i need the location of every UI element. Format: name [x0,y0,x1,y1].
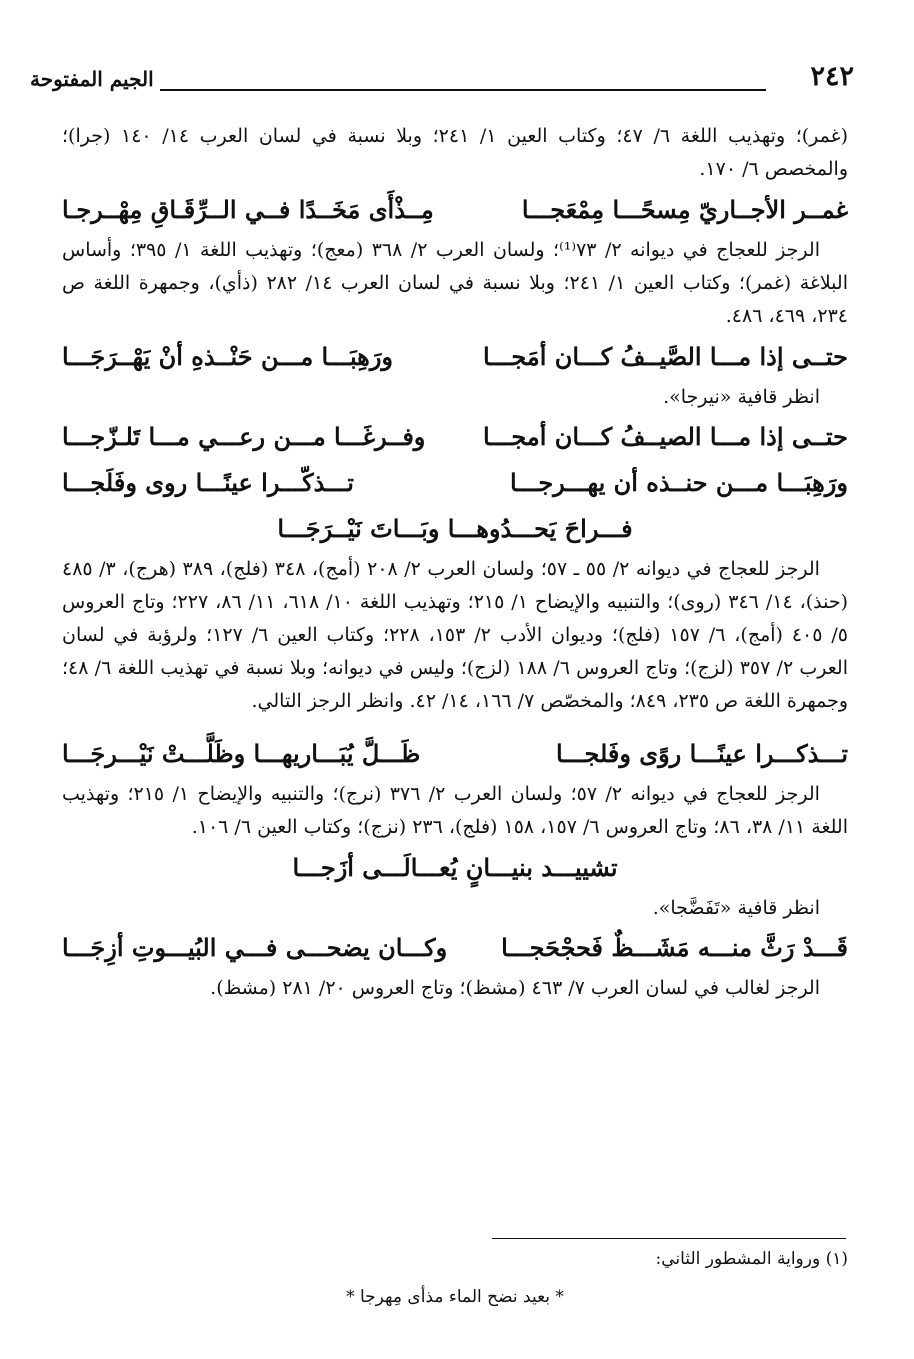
cross-reference: انظر قافية «نيرجا». [663,386,820,408]
verse-line [62,926,848,970]
second-hemistich: تـــذكّـــرا عينًـــا روى وفَلَجـــا [62,468,354,497]
hemistich: فـــراحَ يَحـــدُوهـــا وبَـــاتَ نَيْــرَجَـــا [277,514,633,543]
commentary-paragraph: الرجز للعجاج في ديوانه ٢/ ٧٣⁽¹⁾؛ ولسان العرب ٢/ ٣٦٨ (معج)؛ وتهذيب اللغة ١/ ٣٩٥؛ وأساس البلاغة (غمر)؛ وكتاب العين ١/ ٢٤١؛ وبلا نسبة في لسان العرب ١٤/ ٢٨٢ (ذأي)، وجمهرة اللغة ص ٢٣٤، ٤٦٩، ٤٨٦. [62,239,848,327]
verse-line-single [62,507,848,551]
cross-reference: انظر قافية «تَفَضَّجا». [652,897,820,919]
second-hemistich: ورَهِبَـــا مـــن حَنْــذهِ أنْ يَهْــرَجَـــا [62,342,394,371]
page-number: ٢٤٢ [810,61,854,92]
commentary-paragraph: الرجز لغالب في لسان العرب ٧/ ٤٦٣ (مشظ)؛ وتاج العروس ٢٠/ ٢٨١ (مشظ). [210,977,820,999]
main-text [62,120,848,1005]
commentary-paragraph: الرجز للعجاج في ديوانه ٢/ ٥٥ ـ ٥٧؛ ولسان العرب ٢/ ٢٠٨ (أمج)، ٣٤٨ (فلج)، ٣٨٩ (هرج)، ٣/ ٤٨٥ (حنذ)، ١٤/ ٣٤٦ (روى)؛ والتنبيه والإيضاح ١/ ٢١٥؛ وتهذيب اللغة ١٠/ ٦١٨، ١١/ ٨٦، ٢٢٧؛ وتاج العروس ٥/ ٤٠٥ (أمج)، ٦/ ١٥٧ (فلج)؛ وديوان الأدب ٢/ ١٥٣، ٢٢٨؛ وكتاب العين ٦/ ١٢٧؛ ولرؤبة في لسان العرب ٢/ ٣٥٧ (لزج)؛ وتاج العروس ٦/ ١٨٨ (لزج)؛ وليس في ديوانه؛ وبلا نسبة في تهذيب اللغة ٦/ ٤٨؛ وجمهرة اللغة ص ٢٣٥، ٨٤٩؛ والمخصّص ٧/ ١٦٦، ١٤/ ٤٢. وانظر الرجز التالي. [62,558,849,712]
footnote-verse: * بعيد نضح الماء مذأى مِهرجا * [346,1287,564,1307]
first-hemistich: قَـــدْ رَثَّ منـــه مَشَـــظٌ فَحجْحَجـــا [501,933,848,962]
verse-line [62,415,848,459]
verse-line [62,188,848,232]
spacer [62,718,848,730]
first-hemistich: حتــى إذا مـــا الصَّيــفُ كـــان أمَجـــا [482,342,848,371]
first-hemistich: تـــذكـــرا عينًـــا روًى وفَلجـــا [556,739,848,768]
second-hemistich: مِــذْأَى مَخَــدًا فــي الــرِّقَـاقِ مِهْــرجـا [62,195,434,224]
footnotes [62,1244,848,1312]
second-hemistich: وكـــان يضحـــى فـــي البُيـــوتِ أزِجَـــا [62,933,448,962]
first-hemistich: حتــى إذا مـــا الصيــفُ كـــان أمجـــا [482,422,848,451]
verse-line [62,335,848,379]
page-header [30,62,854,102]
footnote-rule [492,1238,846,1239]
verse-line [62,732,848,776]
header-rule [160,89,766,91]
hemistich: تشييـــد بنيـــانٍ يُعـــالَـــى أزَجـــا [292,853,618,882]
commentary-paragraph: الرجز للعجاج في ديوانه ٢/ ٥٧؛ ولسان العرب ٢/ ٣٧٦ (نرج)؛ والتنبيه والإيضاح ١/ ٢١٥؛ وتهذيب اللغة ١١/ ٣٨، ٨٦؛ وتاج العروس ٦/ ١٥٧، ١٥٨ (فلج)، ٢٣٦ (نزج)؛ وكتاب العين ٦/ ١٠٦. [62,783,848,838]
first-hemistich: ورَهِبَـــا مـــن حنــذه أن يهـــرجـــا [509,468,848,497]
second-hemistich: ظَـــلَّ يُبَـــاريهـــا وظَلَّـــتْ نَيْـــرجَـــا [62,739,421,768]
footnote-intro: (١) ورواية المشطور الثاني: [655,1249,848,1269]
second-hemistich: وفــرغَـــا مـــن رعـــي مـــا تَلـزّجـــا [62,422,426,451]
verse-line-single [62,846,848,890]
first-hemistich: غمــر الأجــاريّ مِسحًـــا مِمْعَجـــا [521,195,848,224]
commentary-paragraph: (غمر)؛ وتهذيب اللغة ٦/ ٤٧؛ وكتاب العين ١/ ٢٤١؛ وبلا نسبة في لسان العرب ١٤/ ١٤٠ (جرا)؛ والمخصص ٦/ ١٧٠. [62,125,848,180]
running-title: الجيم المفتوحة [30,67,154,91]
verse-line [62,461,848,505]
